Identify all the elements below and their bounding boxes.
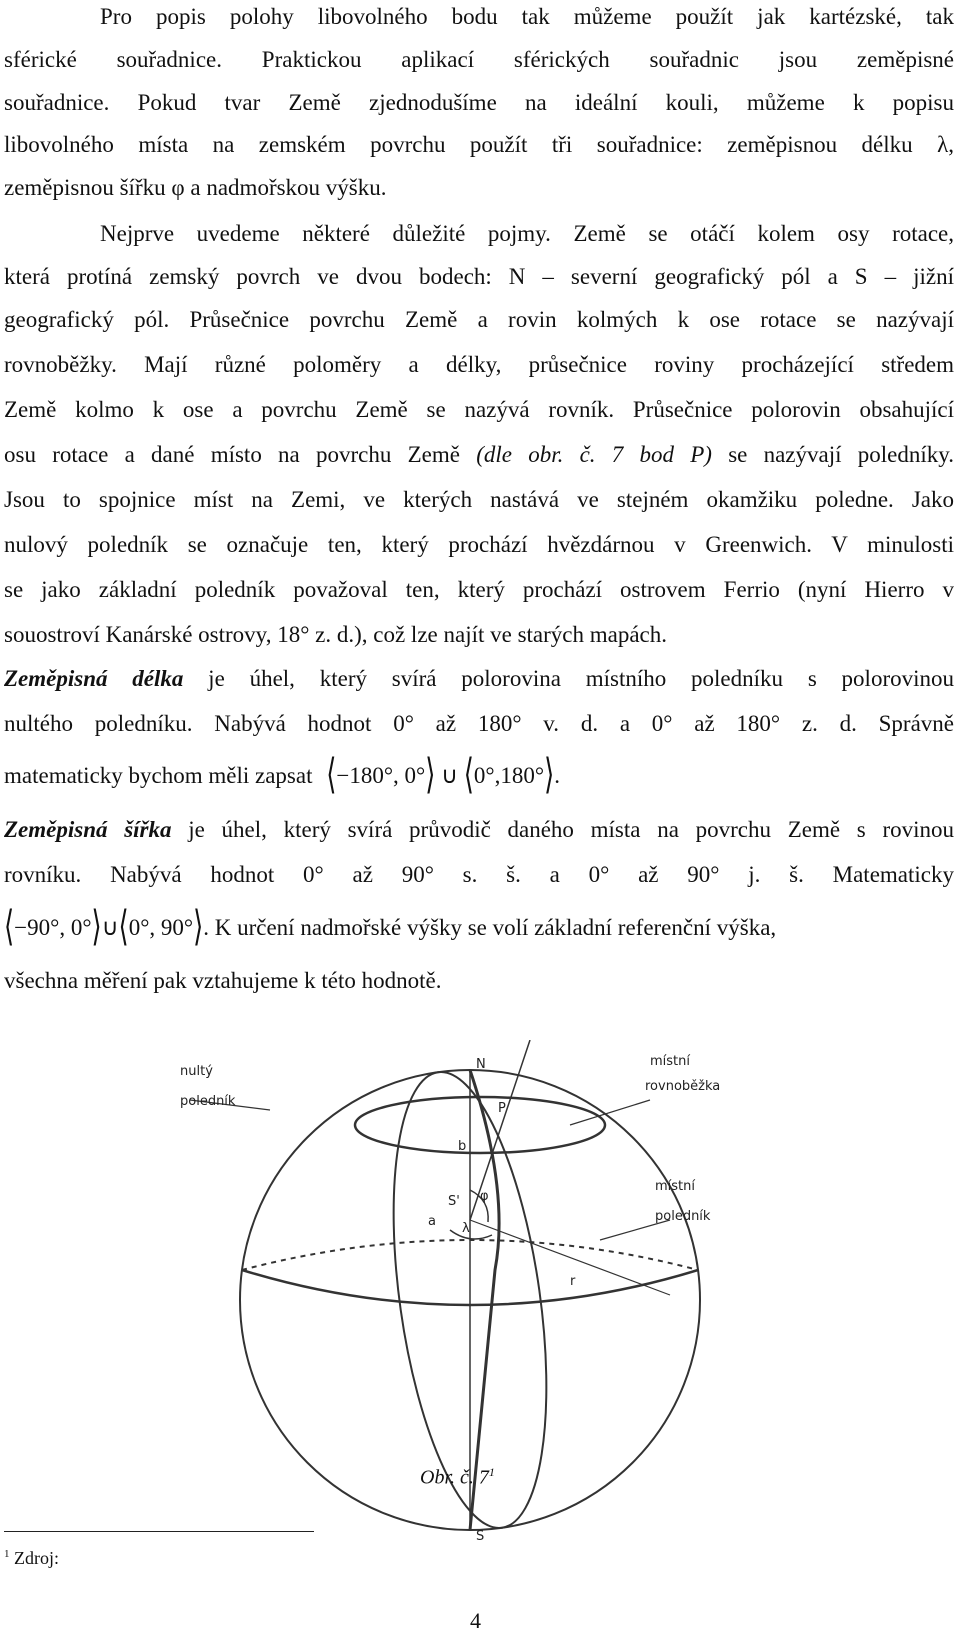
left-angle-bracket: ⟨ bbox=[326, 751, 337, 798]
para3-line3-text: matematicky bychom měli zapsat bbox=[4, 763, 313, 788]
right-angle-bracket: ⟩ bbox=[544, 751, 555, 798]
latitude-interval bbox=[4, 903, 204, 950]
para4-line3 bbox=[4, 903, 954, 950]
longitude-interval bbox=[326, 751, 560, 798]
para3-line3 bbox=[4, 751, 954, 798]
term-latitude: Zeměpisná šířka bbox=[4, 817, 172, 842]
label-mistni: místní bbox=[650, 1054, 690, 1069]
left-angle-bracket: ⟨ bbox=[4, 903, 15, 950]
sentence-end: . bbox=[554, 763, 560, 788]
label-leader bbox=[570, 1100, 650, 1125]
para2-line6 bbox=[4, 440, 954, 470]
footnote bbox=[4, 1548, 59, 1569]
local-meridian bbox=[470, 1070, 499, 1530]
label-south-pole: S bbox=[476, 1529, 485, 1540]
union-symbol: ∪ bbox=[101, 915, 119, 940]
longitude-interval-west: −180°, 0° bbox=[336, 763, 426, 788]
label-phi: φ bbox=[480, 1189, 489, 1204]
para2-line1: Nejprve uvedeme některé důležité pojmy. Země se otáčí kolem osy rotace, bbox=[100, 221, 954, 246]
label-lambda: λ bbox=[462, 1221, 470, 1236]
para3-line1 bbox=[4, 664, 954, 694]
para2-line7: Jsou to spojnice míst na Zemi, ve kterých nastává ve stejném okamžiku poledne. Jako bbox=[4, 487, 954, 512]
latitude-interval-north: 0°, 90° bbox=[128, 915, 194, 940]
latitude-interval-south: −90°, 0° bbox=[14, 915, 92, 940]
para4-line1-text: je úhel, který svírá průvodič daného místa na povrchu Země s rovinou bbox=[171, 817, 955, 842]
label-center: S' bbox=[448, 1194, 460, 1209]
label-north-pole: N bbox=[476, 1057, 486, 1072]
para4-line4: všechna měření pak vztahujeme k této hodnotě. bbox=[4, 968, 442, 993]
para2-line6-text-c: se nazývají poledníky. bbox=[711, 442, 954, 467]
right-angle-bracket: ⟩ bbox=[425, 751, 436, 798]
para2-line9: se jako základní poledník považoval ten, který prochází ostrovem Ferrio (nyní Hierro v bbox=[4, 577, 954, 602]
term-longitude: Zeměpisná délka bbox=[4, 666, 184, 691]
figure-caption-text: Obr. č. 7 bbox=[420, 1466, 489, 1489]
para2-line6-text-a: osu rotace a dané místo na povrchu Země bbox=[4, 442, 477, 467]
para2-line4: rovnoběžky. Mají různé poloměry a délky, průsečnice roviny procházející středem bbox=[4, 352, 954, 377]
label-rovnobezka: rovnoběžka bbox=[645, 1079, 721, 1094]
para4-line1 bbox=[4, 815, 954, 845]
para2-line10: souostroví Kanárské ostrovy, 18° z. d.), což lze najít ve starých mapách. bbox=[4, 622, 668, 647]
para1-line4: libovolného místa na zemském povrchu použít tři souřadnice: zeměpisnou délku λ, bbox=[4, 132, 954, 157]
para4-line3-text: . K určení nadmořské výšky se volí základní referenční výška, bbox=[203, 915, 777, 940]
para3-line1-text: je úhel, který svírá polorovina místního poledníku s polorovinou bbox=[183, 666, 955, 691]
page-number: 4 bbox=[470, 1608, 481, 1633]
footnote-text: Zdroj: bbox=[14, 1548, 59, 1568]
label-r: r bbox=[570, 1274, 576, 1289]
para4-line2: rovníku. Nabývá hodnot 0° až 90° s. š. a 0° až 90° j. š. Matematicky bbox=[4, 862, 954, 887]
para1-line5: zeměpisnou šířku φ a nadmořskou výšku. bbox=[4, 175, 387, 200]
figure-caption-footnote-mark: 1 bbox=[488, 1465, 495, 1479]
label-mistni: místní bbox=[655, 1179, 695, 1194]
union-symbol: ∪ bbox=[441, 763, 459, 788]
para2-line5: Země kolmo k ose a povrchu Země se nazývá rovník. Průsečnice polorovin obsahující bbox=[4, 397, 954, 422]
right-angle-bracket: ⟩ bbox=[91, 903, 102, 950]
label-a: a bbox=[428, 1214, 436, 1229]
para1-line2: sférické souřadnice. Praktickou aplikací sférických souřadnic jsou zeměpisné bbox=[4, 47, 954, 72]
longitude-interval-east: 0°,180° bbox=[473, 763, 545, 788]
label-point-p: P bbox=[498, 1101, 506, 1116]
right-angle-bracket: ⟩ bbox=[193, 903, 204, 950]
left-angle-bracket: ⟨ bbox=[463, 751, 474, 798]
para2-line3: geografický pól. Průsečnice povrchu Země a rovin kolmých k ose rotace se nazývají bbox=[4, 307, 954, 332]
figure-caption bbox=[420, 1465, 495, 1490]
left-angle-bracket: ⟨ bbox=[118, 903, 129, 950]
para3-line2: nultého poledníku. Nabývá hodnot 0° až 180° v. d. a 0° až 180° z. d. Správně bbox=[4, 711, 954, 736]
label-nulty: nultý bbox=[180, 1064, 213, 1079]
footnote-separator bbox=[4, 1531, 314, 1532]
label-b: b bbox=[458, 1139, 467, 1154]
label-polednik-local: poledník bbox=[655, 1209, 711, 1224]
footnote-mark: 1 bbox=[4, 1548, 10, 1560]
para2-line2: která protíná zemský povrch ve dvou bodech: N – severní geografický pól a S – jižní bbox=[4, 264, 954, 289]
para2-line8: nulový poledník se označuje ten, který prochází hvězdárnou v Greenwich. V minulosti bbox=[4, 532, 954, 557]
label-polednik: poledník bbox=[180, 1094, 236, 1109]
angle-lambda-arc bbox=[450, 1230, 492, 1239]
figure-reference: (dle obr. č. 7 bod P) bbox=[476, 442, 712, 467]
para1-line1: Pro popis polohy libovolného bodu tak můžeme použít jak kartézské, tak bbox=[100, 4, 954, 29]
para1-line3: souřadnice. Pokud tvar Země zjednodušíme na ideální kouli, můžeme k popisu bbox=[4, 90, 954, 115]
